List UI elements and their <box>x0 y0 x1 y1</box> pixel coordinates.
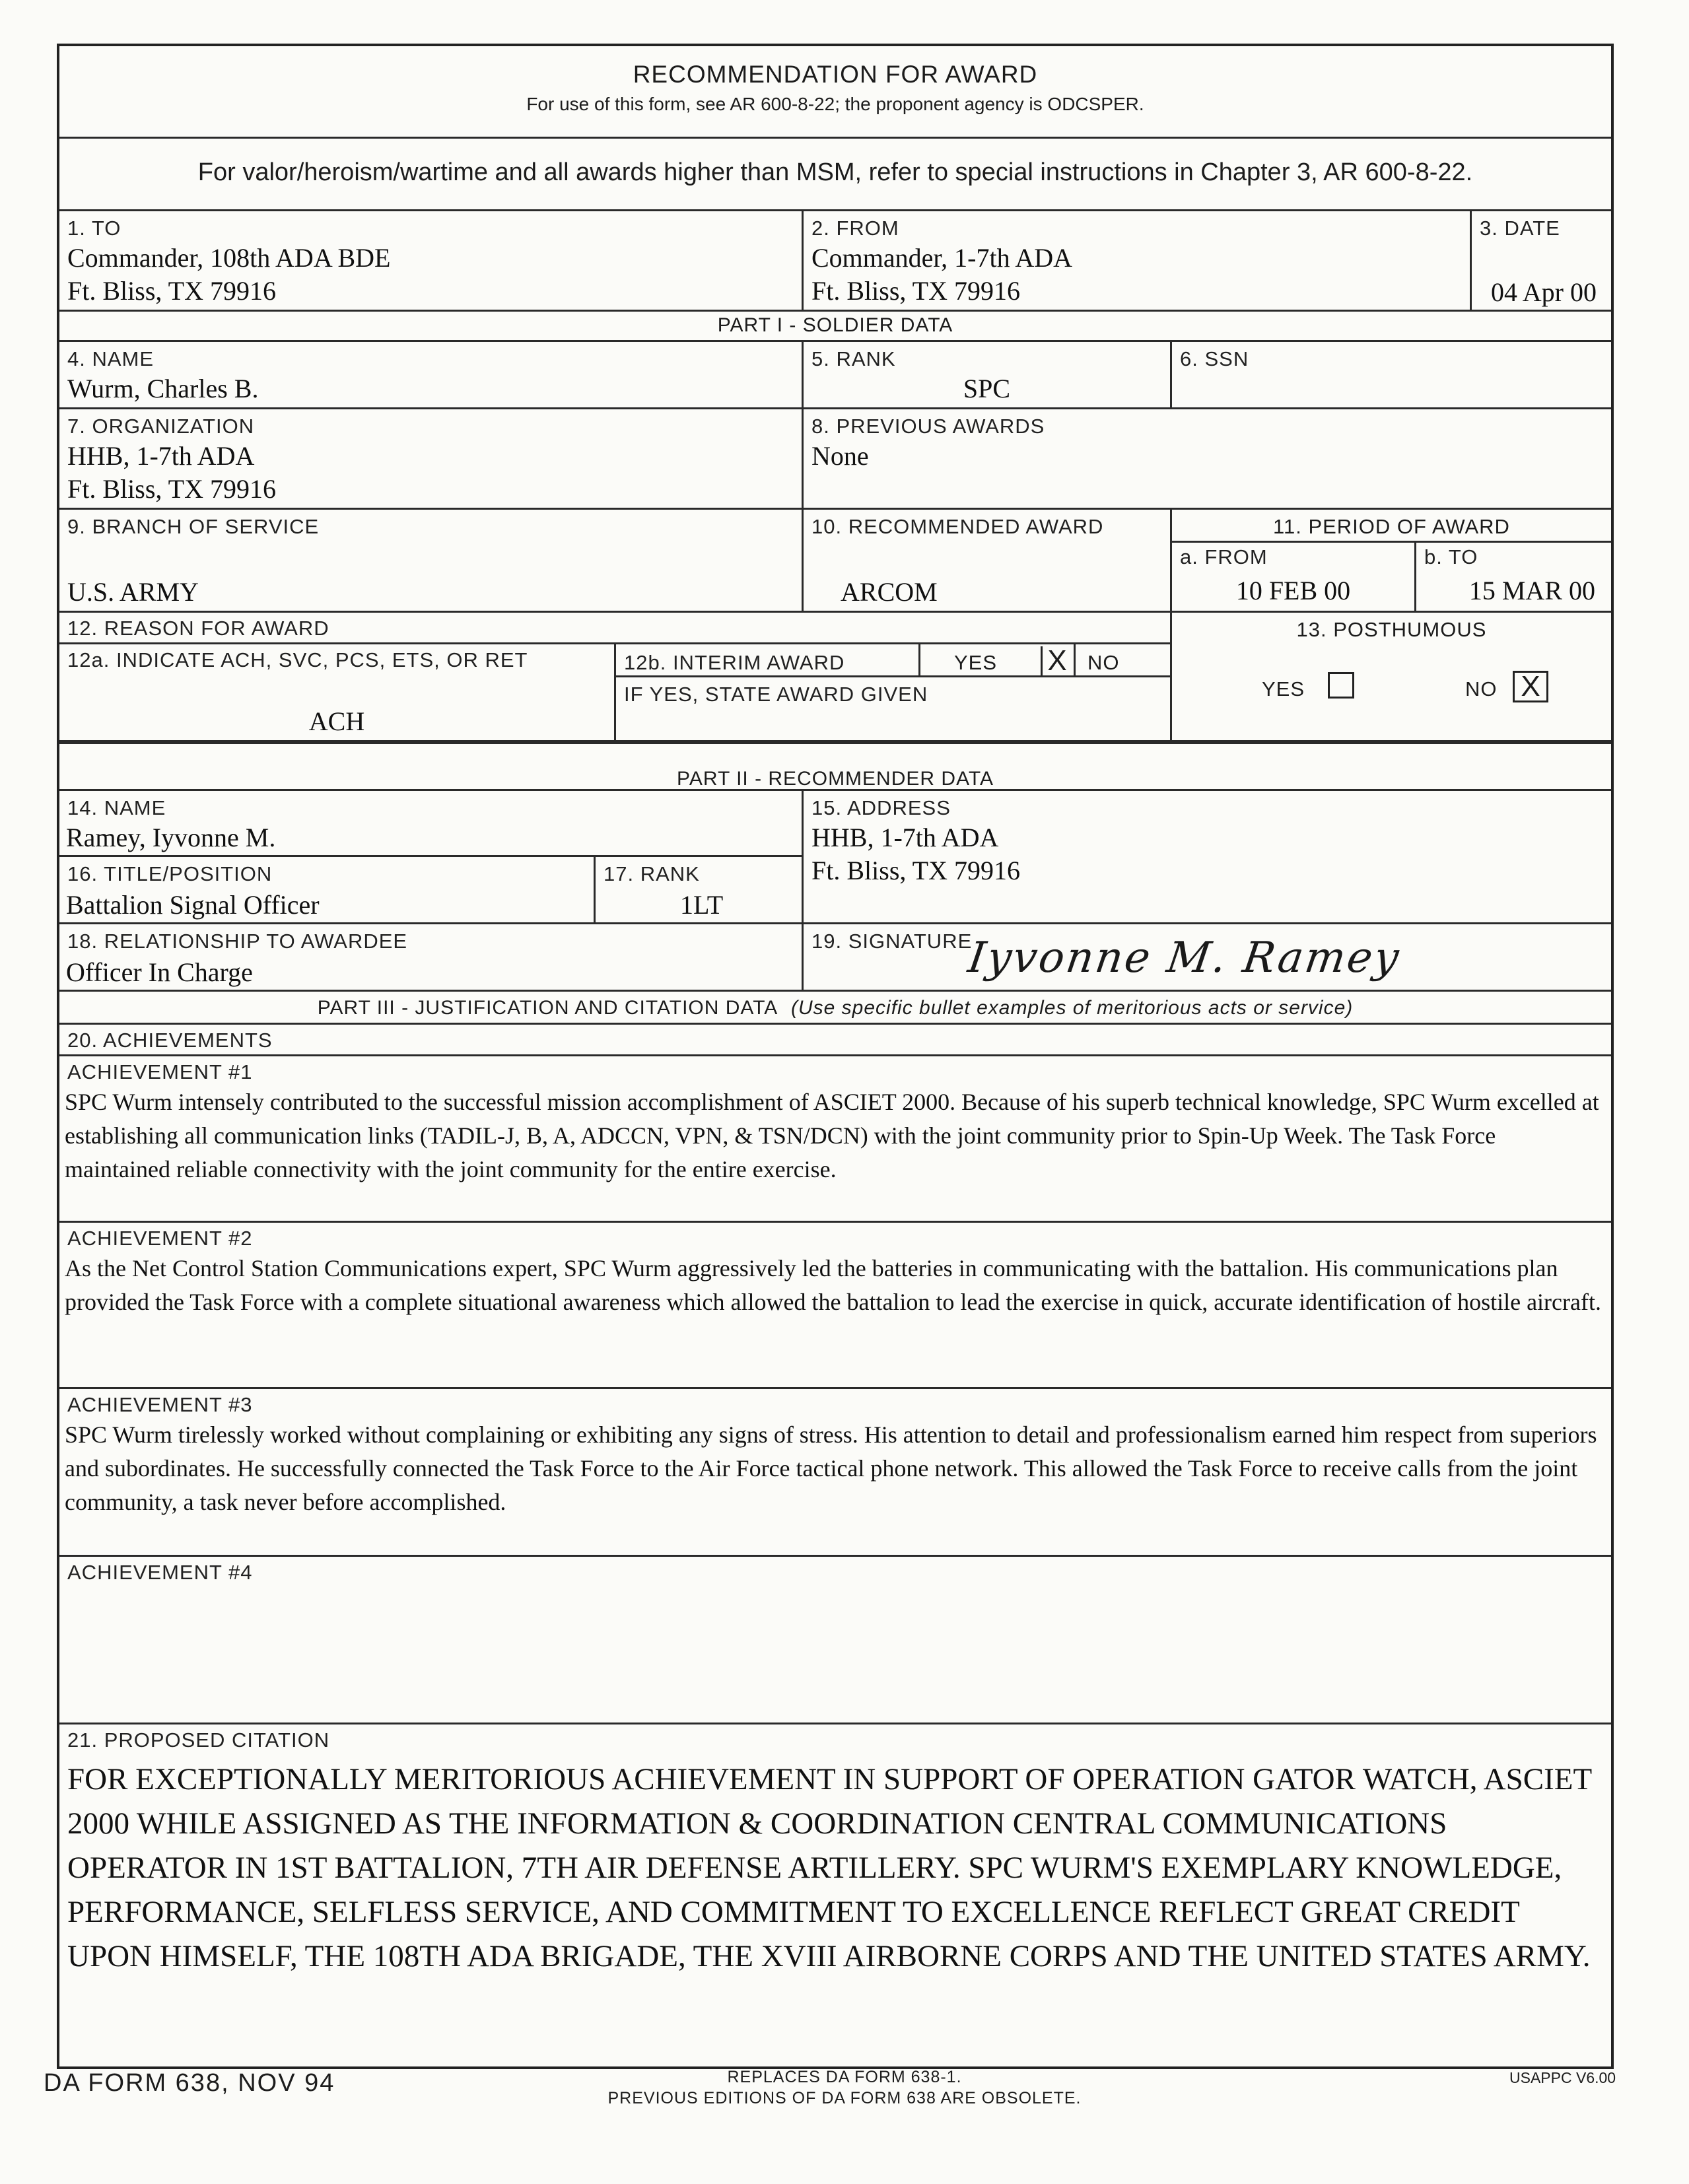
period-header <box>1172 510 1611 543</box>
posthumous-label: 13. POSTHUMOUS <box>1296 618 1487 641</box>
recommender-address-line2: Ft. Bliss, TX 79916 <box>811 856 1020 885</box>
ssn-label: 6. SSN <box>1180 347 1249 370</box>
signature-handwriting: Iyvonne M. Ramey <box>965 934 1404 982</box>
achievement-3[interactable] <box>59 1389 1611 1557</box>
branch-field[interactable] <box>59 510 804 613</box>
relationship-field[interactable] <box>59 924 804 992</box>
recommended-award-label: 10. RECOMMENDED AWARD <box>811 515 1104 538</box>
signature-label: 19. SIGNATURE <box>811 930 973 953</box>
signature-field[interactable] <box>804 924 1611 992</box>
period-to-label: b. TO <box>1424 545 1478 568</box>
form-title: RECOMMENDATION FOR AWARD <box>633 61 1038 88</box>
part2-band <box>59 742 1611 791</box>
organization-line1: HHB, 1-7th ADA <box>67 441 255 471</box>
instructions-row <box>59 139 1611 211</box>
from-field[interactable] <box>804 211 1472 312</box>
rank-field[interactable] <box>804 342 1172 409</box>
achievement-3-text: SPC Wurm tirelessly worked without complaining or exhibiting any signs of stress. His attention to detail and professionalism earned him respect from superiors and subordinates. He successfully connected the Task Force to the Air Force tactical phone network. This allowed the Task Force to receive calls from the joint community, a task never before accomplished. <box>65 1421 1597 1515</box>
from-line2: Ft. Bliss, TX 79916 <box>811 276 1020 306</box>
branch-label: 9. BRANCH OF SERVICE <box>67 515 320 538</box>
recommended-award-field[interactable] <box>804 510 1172 613</box>
achievements-label: 20. ACHIEVEMENTS <box>67 1029 273 1052</box>
achievement-2[interactable] <box>59 1223 1611 1389</box>
name-field[interactable] <box>59 342 804 409</box>
previous-awards-field[interactable] <box>804 409 1611 510</box>
part2-title: PART II - RECOMMENDER DATA <box>677 768 994 790</box>
title-position-field[interactable] <box>59 857 596 924</box>
part3-title-note: (Use specific bullet examples of meritorious acts or service) <box>791 997 1354 1019</box>
recommender-address-field[interactable] <box>804 791 1611 924</box>
title-position-value: Battalion Signal Officer <box>66 890 320 920</box>
name-label: 4. NAME <box>67 347 155 370</box>
branch-value: U.S. ARMY <box>67 577 199 607</box>
previous-awards-value: None <box>811 441 869 471</box>
reason-header <box>59 613 1172 644</box>
organization-line2: Ft. Bliss, TX 79916 <box>67 474 276 504</box>
award-form <box>57 44 1614 2069</box>
interim-yes-label: YES <box>954 651 998 674</box>
period-to-value: 15 MAR 00 <box>1468 576 1595 605</box>
posthumous-no-label: NO <box>1465 677 1498 700</box>
instructions-text: For valor/heroism/wartime and all awards higher than MSM, refer to special instructions in Chapter 3, AR 600-8-22. <box>197 158 1473 186</box>
interim-award-field <box>616 644 1172 742</box>
previous-awards-label: 8. PREVIOUS AWARDS <box>811 415 1045 438</box>
date-field[interactable] <box>1472 211 1611 312</box>
obsolete-note: PREVIOUS EDITIONS OF DA FORM 638 ARE OBSOLETE. <box>607 2089 1082 2107</box>
proposed-citation[interactable] <box>59 1724 1611 2066</box>
posthumous-field <box>1172 613 1611 742</box>
period-to-field[interactable] <box>1416 543 1611 613</box>
recommender-rank-label: 17. RANK <box>603 862 700 885</box>
part1-band <box>59 312 1611 342</box>
organization-field[interactable] <box>59 409 804 510</box>
from-label: 2. FROM <box>811 217 899 240</box>
to-field[interactable] <box>59 211 804 312</box>
interim-divider <box>918 644 920 675</box>
organization-label: 7. ORGANIZATION <box>67 415 255 438</box>
interim-no-divider <box>1074 644 1076 675</box>
recommender-address-label: 15. ADDRESS <box>811 796 951 819</box>
to-line1: Commander, 108th ADA BDE <box>67 243 391 273</box>
ssn-field[interactable] <box>1172 342 1611 409</box>
part1-title: PART I - SOLDIER DATA <box>717 314 953 336</box>
part3-title: PART III - JUSTIFICATION AND CITATION DATA <box>317 997 777 1019</box>
achievement-4[interactable] <box>59 1557 1611 1724</box>
achievement-1-text: SPC Wurm intensely contributed to the successful mission accomplishment of ASCIET 2000. Because of his superb technical knowledge, SPC Wurm excelled at establishing all communication links (TADIL-J, B, A, ADCCN, VPN, & TSN/DCN) with the joint community prior to Spin-Up Week. The Task Force maintained reliable connectivity with the joint community for the entire exercise. <box>65 1089 1599 1182</box>
achievement-2-label: ACHIEVEMENT #2 <box>67 1227 253 1250</box>
achievement-1[interactable] <box>59 1056 1611 1223</box>
name-value: Wurm, Charles B. <box>67 374 259 403</box>
achievement-1-label: ACHIEVEMENT #1 <box>67 1060 253 1083</box>
proposed-citation-label: 21. PROPOSED CITATION <box>67 1728 330 1752</box>
form-subtitle: For use of this form, see AR 600-8-22; the proponent agency is ODCSPER. <box>526 94 1144 114</box>
posthumous-yes-label: YES <box>1262 677 1305 700</box>
interim-no-label: NO <box>1087 651 1120 674</box>
relationship-label: 18. RELATIONSHIP TO AWARDEE <box>67 930 408 953</box>
reason-a-label: 12a. INDICATE ACH, SVC, PCS, ETS, OR RET <box>67 648 528 671</box>
title-position-label: 16. TITLE/POSITION <box>67 862 273 885</box>
rank-label: 5. RANK <box>811 347 896 370</box>
replaces-note: REPLACES DA FORM 638-1. <box>727 2068 962 2086</box>
reason-label: 12. REASON FOR AWARD <box>67 617 329 640</box>
form-header <box>59 46 1611 139</box>
interim-no-checkbox[interactable]: X <box>1047 644 1067 677</box>
period-from-field[interactable] <box>1172 543 1416 613</box>
reason-a-value: ACH <box>308 706 365 736</box>
recommender-name-label: 14. NAME <box>67 796 166 819</box>
date-label: 3. DATE <box>1480 217 1560 240</box>
to-line2: Ft. Bliss, TX 79916 <box>67 276 276 306</box>
interim-award-label: 12b. INTERIM AWARD <box>624 651 845 674</box>
rank-value: SPC <box>963 374 1011 403</box>
recommender-address-line1: HHB, 1-7th ADA <box>811 823 999 852</box>
period-label: 11. PERIOD OF AWARD <box>1273 515 1510 538</box>
period-from-label: a. FROM <box>1180 545 1268 568</box>
achievements-header <box>59 1025 1611 1056</box>
recommender-name-value: Ramey, Iyvonne M. <box>66 823 276 852</box>
posthumous-no-checkbox[interactable]: X <box>1513 671 1548 702</box>
recommender-name-field[interactable] <box>59 791 804 857</box>
from-line1: Commander, 1-7th ADA <box>811 243 1073 273</box>
period-from-value: 10 FEB 00 <box>1235 576 1351 605</box>
proposed-citation-text: FOR EXCEPTIONALLY MERITORIOUS ACHIEVEMENT IN SUPPORT OF OPERATION GATOR WATCH, ASCIET 2000 WHILE ASSIGNED AS THE INFORMATION & COORDINATION CENTRAL COMMUNICATIONS OPERATOR IN 1ST BATTALION, 7TH AIR DEFENSE ARTILLERY. SPC WURM'S EXEMPLARY KNOWLEDGE, PERFORMANCE, SELFLESS SERVICE, AND COMMITMENT TO EXCELLENCE REFLECT GREAT CREDIT UPON HIMSELF, THE 108TH ADA BRIGADE, THE XVIII AIRBORNE CORPS AND THE UNITED STATES ARMY. <box>67 1762 1592 1973</box>
achievement-3-label: ACHIEVEMENT #3 <box>67 1393 253 1416</box>
interim-if-yes-label: IF YES, STATE AWARD GIVEN <box>624 683 928 706</box>
relationship-value: Officer In Charge <box>66 957 253 987</box>
achievement-4-label: ACHIEVEMENT #4 <box>67 1561 253 1584</box>
recommender-rank-value: 1LT <box>680 890 724 920</box>
interim-award-row <box>616 644 1170 677</box>
recommender-rank-field[interactable] <box>596 857 804 924</box>
form-id: DA FORM 638, NOV 94 <box>44 2069 335 2097</box>
achievement-2-text: As the Net Control Station Communications expert, SPC Wurm aggressively led the batteries in communicating with the battalion. His communications plan provided the Task Force with a complete situational awareness which allowed the battalion to lead the exercise in quick, accurate identification of hostile aircraft. <box>65 1255 1601 1315</box>
part3-band <box>59 992 1611 1025</box>
date-value: 04 Apr 00 <box>1491 277 1597 307</box>
to-label: 1. TO <box>67 217 121 240</box>
recommended-award-value: ARCOM <box>841 577 938 607</box>
version-note: USAPPC V6.00 <box>1509 2069 1616 2086</box>
posthumous-yes-checkbox[interactable] <box>1328 672 1354 699</box>
reason-a-field[interactable] <box>59 644 616 742</box>
